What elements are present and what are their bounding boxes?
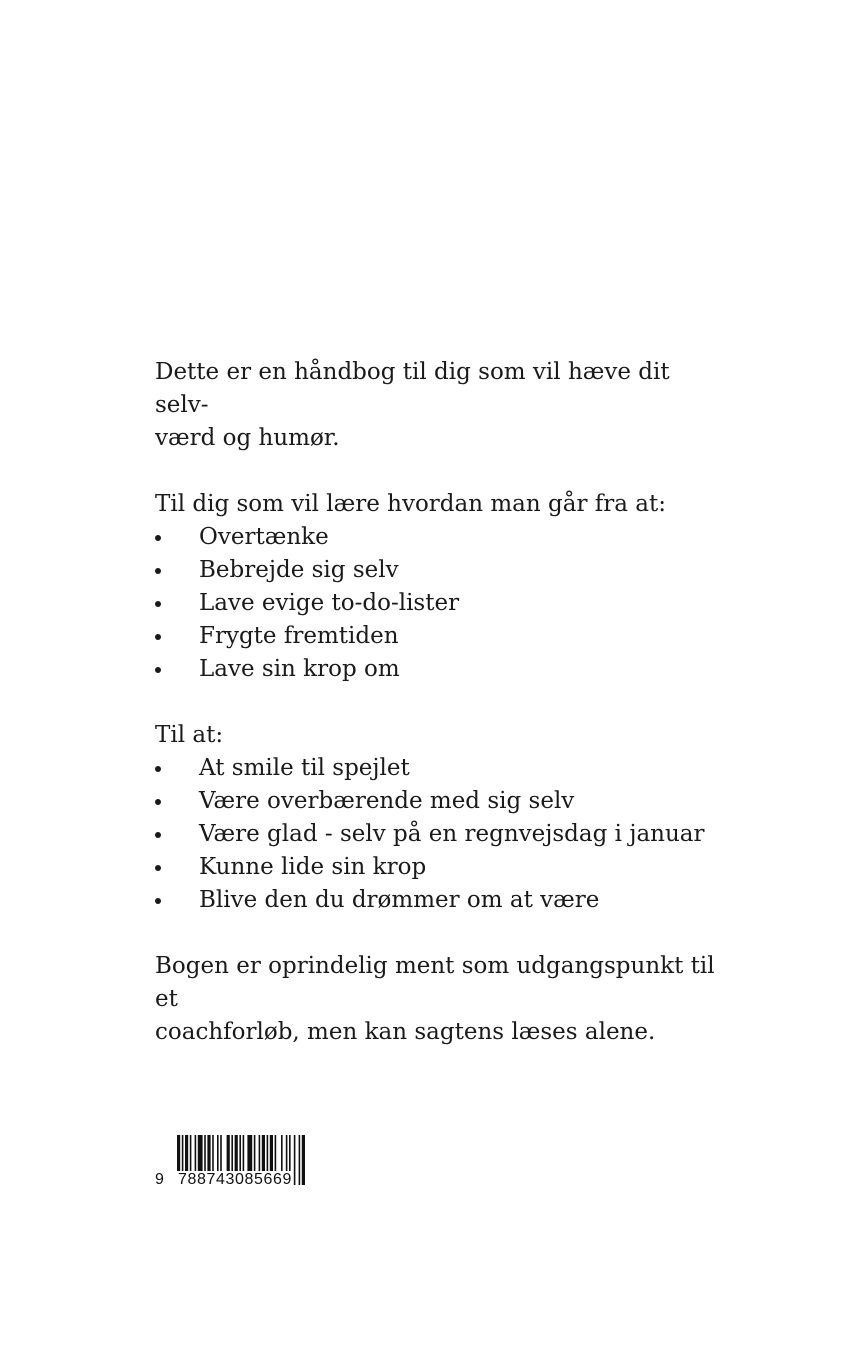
closing-line-1: Bogen er oprindelig ment som udgangspunkt til et [155, 953, 715, 1012]
intro-line-2: værd og humør. [155, 425, 340, 451]
list-item: Frygte fremtiden [155, 620, 715, 653]
list-item: Lave sin krop om [155, 653, 715, 686]
barcode-digits: 788743085669 [178, 1171, 292, 1188]
to-list [155, 752, 715, 917]
list-item: Lave evige to-do-lister [155, 587, 715, 620]
bullet-icon [155, 898, 161, 904]
from-list [155, 521, 715, 686]
bullet-icon [155, 535, 161, 541]
list-item: Blive den du drømmer om at være [155, 884, 715, 917]
isbn-barcode [155, 1133, 355, 1189]
bullet-icon [155, 601, 161, 607]
intro-line-1: Dette er en håndbog til dig som vil hæve dit selv- [155, 359, 670, 418]
list-item: Være overbærende med sig selv [155, 785, 715, 818]
list-item: Overtænke [155, 521, 715, 554]
closing-line-2: coachforløb, men kan sagtens læses alene. [155, 1019, 656, 1045]
bullet-icon [155, 568, 161, 574]
barcode-lead-digit: 9 [155, 1171, 164, 1188]
list-item: At smile til spejlet [155, 752, 715, 785]
bullet-icon [155, 832, 161, 838]
barcode-bar [299, 1135, 301, 1185]
list-item: Være glad - selv på en regnvejsdag i januar [155, 818, 715, 851]
bullet-icon [155, 667, 161, 673]
from-heading: Til dig som vil lære hvordan man går fra at: [155, 491, 666, 517]
spacer [155, 917, 715, 950]
bullet-icon [155, 634, 161, 640]
bullet-icon [155, 865, 161, 871]
back-cover-text [155, 356, 715, 1049]
barcode-bar [294, 1135, 296, 1185]
spacer [155, 455, 715, 488]
to-heading: Til at: [155, 722, 224, 748]
spacer [155, 686, 715, 719]
barcode-bar [302, 1135, 305, 1185]
list-item: Kunne lide sin krop [155, 851, 715, 884]
bullet-icon [155, 766, 161, 772]
bullet-icon [155, 799, 161, 805]
list-item: Bebrejde sig selv [155, 554, 715, 587]
